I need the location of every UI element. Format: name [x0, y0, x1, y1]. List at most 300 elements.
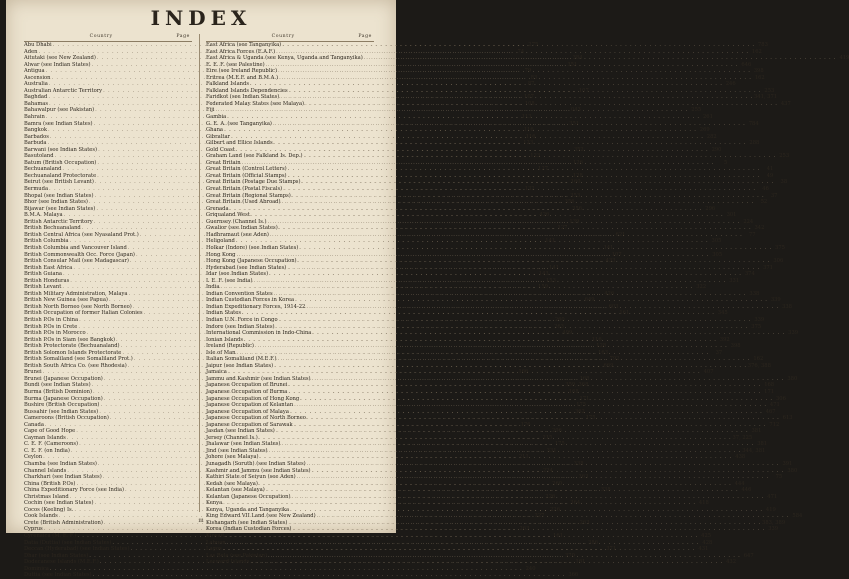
entry-page-number: 603 [608, 303, 619, 310]
entry-label: C. E. F. (Cameroons) [24, 441, 79, 448]
dot-leader [250, 559, 723, 566]
entry-label: British Somaliland (see Somaliland Prot.) [24, 356, 133, 363]
page-title: INDEX [150, 6, 252, 30]
entry-label: Bijawar (see Indian States) [24, 205, 96, 212]
entry-page-number: 175 [576, 402, 587, 409]
entry-page-number: 132 [524, 186, 535, 193]
entry-page-number: 366 [568, 572, 579, 579]
entry-label: E. E. F. (see Palestine) [206, 61, 265, 68]
entry-label: British Honduras [24, 277, 70, 284]
entry-label: Guernsey (Channel Is.) [206, 218, 267, 225]
column-header [206, 34, 374, 42]
entry-page-number: 162 [751, 48, 762, 55]
entry-page-number: 584 [792, 513, 803, 520]
entry-page-number: 646 [741, 61, 752, 68]
entry-page-number: 263 [519, 526, 530, 533]
entry-page-number: 418 [698, 500, 709, 507]
entry-page-number: 331 [546, 447, 557, 454]
entry-label: Federated Malay States (see Malaya) [206, 100, 305, 107]
entry-page-number: 107 [524, 94, 534, 101]
entry-page-number: 37 [770, 192, 778, 199]
entry-page-number: 339 [770, 297, 781, 304]
entry-page-number: 669 [603, 362, 614, 369]
entry-label: C. E. F. (on India) [24, 447, 70, 454]
entry-label: Jhalawar (see Indian States) [206, 441, 281, 448]
entry-page-number: 116 [523, 127, 534, 134]
column-header-page: Page [176, 34, 190, 39]
entry-label: Bhor (see Indian States) [24, 199, 88, 206]
entry-page-number: 339 [768, 526, 779, 533]
entry-page-number: 215 [542, 434, 553, 441]
entry-page-number: 113 [521, 114, 532, 121]
entry-page-number: 407 [703, 369, 714, 376]
entry-label: Junagadh (Soruth) (see Indian States) [206, 461, 306, 467]
entry-label: Lagos [206, 546, 222, 553]
entry-label: Eritrea (M.E.F. and B.M.A.) [206, 74, 279, 81]
entry-page-number: 419 [839, 55, 849, 62]
entry-label: Graham Land (see Falkland Is. Dep.) [206, 153, 303, 160]
column-divider [199, 34, 200, 512]
entry-page-number: 356 [572, 205, 582, 212]
entry-page-number: 471 [769, 402, 780, 409]
entry-page-number: 374 [744, 271, 755, 278]
entry-page-number: 171 [579, 395, 590, 402]
entry-page-number: 290 [711, 146, 722, 153]
entry-label: Bushire (British Occupation) [24, 402, 100, 409]
entry-label: Bahrain [24, 114, 45, 121]
entry-label: Bermuda [24, 186, 49, 193]
entry-page-number: 380 [787, 375, 798, 382]
entry-page-number: 043 [570, 107, 581, 114]
entry-page-number: 339 [788, 330, 799, 337]
entry-page-number: 306 [775, 395, 786, 402]
entry-page-number: 338 [782, 303, 792, 310]
entry-label: Cocos (Keeling) Is. [24, 506, 74, 513]
entry-label: Bamra (see Indian States) [24, 120, 93, 127]
entry-page-number: 712 [769, 421, 780, 428]
entry-page-number: 338 [573, 461, 584, 467]
entry-label: Kelantan (Japanese Occupation) [206, 493, 291, 500]
entry-label: Batum (British Occupation) [24, 159, 97, 166]
entry-label: Jasdan (see Indian States) [206, 428, 275, 435]
entry-page-number: 363 [578, 474, 589, 481]
entry-label: Korea (Indian Custodian Forces) [206, 526, 292, 533]
entry-page-number: 383, 389 [762, 519, 786, 526]
entry-label: Hong Kong (Japanese Occupation) [206, 258, 297, 265]
entry-label: Jammu and Kashmir (see Indian States) [206, 375, 311, 382]
entry-label: Gold Coast [206, 146, 235, 153]
entry-label: Faridkot (see Indian States) [206, 94, 280, 101]
entry-page-number: 206 [551, 428, 562, 435]
entry-page-number: 255 [691, 107, 702, 114]
entry-label: Heligoland [206, 238, 235, 245]
entry-label: Leeward Islands [206, 559, 250, 566]
entry-page-number: 79 [524, 68, 532, 75]
entry-label: Datia (Duttia) (see Indian States) [24, 539, 112, 546]
entry-page-number: 345 [717, 310, 728, 317]
entry-label: British Columbia [24, 238, 69, 245]
entry-page-number: 339 [754, 316, 765, 323]
entry-page-number: 171 [764, 388, 775, 395]
entry-page-number: 260 [552, 480, 563, 487]
entry-label: Bahawalpur (see Pakistan) [24, 107, 95, 114]
entry-label: Japanese Occupation of North Borneo [206, 415, 306, 422]
entry-label: Ireland (Republic) [206, 343, 254, 350]
entry-label: Dodecanese Islands (M.E.F.) [24, 559, 99, 566]
entry-label: Indore (see Indian States) [206, 323, 275, 330]
entry-page-number: 784 [748, 120, 759, 127]
entry-label: Jamaica [206, 369, 227, 376]
entry-page-number: 162 [753, 356, 764, 363]
entry-page-number: 261 [702, 114, 713, 121]
entry-page-number: 83 [530, 74, 538, 81]
entry-label: Johore (see Malaya) [206, 454, 259, 461]
entry-label: Kathiri State of Seiyun (see Aden) [206, 474, 296, 481]
entry-page-number: 331 [729, 277, 740, 284]
entry-page-number: 352 [573, 146, 584, 153]
entry-label: British Columbia and Vancouver Island [24, 244, 127, 251]
entry-label: Hong Kong [206, 251, 236, 258]
entry-label: Jaipur (see Indian States) [206, 362, 274, 369]
entry-page-number: 139 [569, 218, 580, 225]
entry-page-number: 168 [568, 388, 579, 395]
entry-label: Bussahir (see Indian States) [24, 408, 99, 415]
entry-page-number: 375 [775, 244, 785, 251]
entry-page-number: 175 [585, 415, 596, 422]
dot-leader [93, 572, 566, 579]
entry-page-number: 426 [604, 290, 615, 297]
entry-page-number: 296 [705, 205, 716, 212]
entry-page-number: 783 [757, 42, 768, 48]
entry-page-number: 123 [530, 153, 541, 160]
entry-page-number: 168 [579, 375, 590, 382]
entry-page-number: 141 [549, 264, 559, 271]
entry-page-number: 341, 371 [753, 94, 778, 101]
entry-page-number: 263 [579, 519, 590, 526]
entry-page-number: 425 [701, 533, 712, 540]
entry-page-number: 446 [741, 487, 752, 494]
entry-page-number: 467 [765, 408, 776, 415]
entry-page-number: 161 [553, 533, 564, 540]
entry-label: British P.Os in Crete [24, 323, 78, 330]
entry-label: British East Africa [24, 264, 73, 271]
entry-label: Antigua [24, 68, 45, 75]
column-header-country: Country [89, 34, 113, 39]
entry-label: Channel Islands [24, 467, 67, 474]
entry-page-number: 269 [699, 127, 710, 134]
entry-label: British North Borneo (see North Borneo) [24, 303, 132, 310]
entry-label: Japanese Occupation of Burma [206, 388, 288, 395]
entry-page-number: 168 [764, 382, 775, 389]
entry-page-number: 444 [734, 480, 745, 487]
entry-label: Beirut (see British Levant) [24, 179, 94, 186]
entry-page-number: 391 [782, 461, 793, 467]
entry-label: British Bechuanaland [24, 225, 81, 232]
entry-label: Japanese Occupation of Kelantan [206, 402, 294, 409]
entry-page-number: 227 [534, 513, 545, 520]
entry-label: British Central Africa (see Nyasaland Prot.) [24, 231, 139, 238]
entry-label: Kishangarh (see Indian States) [206, 519, 288, 526]
entry-page-number: 305 [712, 251, 723, 258]
entry-label: China (British P.Os) [24, 480, 76, 487]
entry-label: Ascension [24, 74, 51, 81]
entry-page-number: 162 [754, 74, 765, 81]
entry-page-number: 371 [606, 546, 617, 553]
entry-page-number: 224 [543, 467, 553, 474]
entry-page-number: 49 [766, 172, 774, 179]
entry-page-number: 398 [730, 343, 741, 350]
entry-label: Cameroons (British Occupation) [24, 415, 109, 422]
entry-page-number: 338 [600, 487, 611, 494]
entry-label: Japanese Occupation of Hong Kong [206, 395, 300, 402]
entry-label: Bechuanaland Protectorate [24, 172, 97, 179]
entry-label: Christmas Island [24, 493, 69, 500]
entry-label: B.M.A. Malaya [24, 212, 63, 219]
entry-page-number: 338 [749, 290, 760, 297]
entry-page-number: 792 [609, 356, 620, 363]
entry-label: International Commission in Indo-China [206, 330, 312, 337]
entry-page-number: 306 [773, 258, 784, 265]
entry-page-number: 108 [524, 100, 535, 107]
entry-label: Indian Custodian Forces in Korea [206, 297, 295, 304]
entry-page-number: 161 [619, 310, 630, 317]
entry-label: India [206, 284, 220, 291]
entry-label: Cyrenaica (M. E. F.) [24, 533, 77, 540]
entry-page-number: 364 [570, 500, 581, 507]
entry-page-number: 282 [706, 133, 717, 140]
entry-page-number: 428 [702, 539, 713, 546]
entry-label: Chamba (see Indian States) [24, 461, 97, 467]
entry-label: Bhopal (see Indian States) [24, 192, 94, 199]
entry-page-number: 381 [751, 428, 762, 435]
entry-label: Great Britain [206, 159, 241, 166]
entry-page-number: 621 [615, 231, 626, 238]
entry-page-number: 41 [766, 166, 774, 173]
entry-label: British Levant [24, 284, 62, 291]
entry-page-number: 370 [564, 552, 575, 559]
entry-page-number: 211 [518, 454, 529, 461]
entry-page-number: 226 [545, 493, 556, 500]
column-header [24, 34, 192, 42]
entry-label: Crete (British Administration) [24, 519, 103, 526]
entry-label: Canada [24, 421, 44, 428]
entry-page-number: 301 [726, 212, 737, 219]
entry-label: Great Britain (Postal Fiscals) [206, 186, 283, 193]
entry-page-number: 160 [570, 179, 581, 186]
entry-label: Bechuanaland [24, 166, 62, 173]
entry-page-number: 77 [748, 231, 756, 238]
entry-page-number: 353 [570, 192, 581, 199]
entry-label: British Solomon Islands Protectorate [24, 349, 122, 356]
entry-page-number: 431 [698, 546, 709, 553]
entry-label: Indian U.N. Force in Congo [206, 316, 278, 323]
entry-label: British Protectorate (Bechuanaland) [24, 343, 120, 350]
entry-label: Isle of Man [206, 349, 236, 356]
entry-page-number: 649 [584, 297, 595, 304]
entry-label: Kelantan (see Malaya) [206, 487, 265, 494]
entry-page-number: 438 [735, 454, 746, 461]
entry-page-number: 419 [765, 506, 776, 513]
entry-label: Indian Expeditionary Forces, 1914-22 [206, 303, 306, 310]
entry-label: Indian Convention States [206, 290, 273, 297]
entry-page-number: 126 [573, 159, 583, 166]
entry-page-number: 107 [611, 251, 622, 258]
entry-page-number: 275 [528, 42, 539, 48]
entry-label: Gibraltar [206, 133, 231, 140]
entry-page-number: 161 [575, 559, 586, 566]
entry-label: British Military Administration, Malaya [24, 290, 128, 297]
entry-page-number: 253 [779, 153, 790, 160]
entry-label: British Guiana [24, 271, 63, 278]
entry-page-number: 376, 388 [747, 362, 771, 369]
entry-page-number: 246 [725, 81, 736, 88]
entry-label: Labuan [206, 539, 226, 546]
entry-page-number: 322 [696, 284, 707, 291]
entry-label: Barbuda [24, 140, 47, 147]
entry-label: China Expeditionary Force (see India) [24, 487, 124, 494]
entry-label: Great Britain (Official Stamps) [206, 172, 287, 179]
entry-label: British New Guinea (see Papua) [24, 297, 108, 304]
entry-label: Idar (see Indian States) [206, 271, 269, 278]
entry-page-number: 153 [545, 277, 556, 284]
entry-label: Japanese Occupation of Malaya [206, 408, 289, 415]
entry-page-number: 380 [787, 467, 798, 474]
entry-label: Bahamas [24, 100, 49, 107]
entry-label: East Africa Forces (E.A.F.) [206, 48, 276, 55]
entry-page-number: 166 [518, 369, 529, 376]
entry-page-number: 52 [760, 199, 768, 206]
entry-page-number: 240 [525, 565, 536, 572]
entry-page-number: 127 [538, 166, 549, 173]
entry-label: Ionian Islands [206, 336, 244, 343]
entry-page-number: 351 [567, 61, 578, 68]
entry-label: Dominica [24, 565, 49, 572]
entry-page-number: 5 [724, 159, 728, 166]
entry-label: Hyderabad (see Indian States) [206, 264, 287, 271]
entry-label: Hadhramaut (see Aden) [206, 231, 269, 238]
entry-label: Aitutaki (see New Zealand) [24, 55, 96, 62]
entry-label: Bangkok [24, 127, 47, 134]
entry-label: Cyprus [24, 526, 43, 533]
entry-page-number: 253 [764, 87, 775, 94]
entry-page-number: 381 [757, 441, 768, 448]
entry-page-number: 226 [550, 506, 561, 513]
entry-page-number: 362 [574, 408, 585, 415]
entry-label: Cook Islands [24, 513, 58, 520]
entry-page-number: 344, 381 [742, 447, 766, 454]
entry-page-number: 392 [719, 336, 730, 343]
entry-page-number: 87 [527, 81, 535, 88]
entry-page-number: 38 [780, 179, 788, 186]
entry-page-number: 128 [572, 172, 583, 179]
entry-page-number: 433 [605, 258, 616, 265]
entry-label: Abu Dhabi [24, 42, 52, 48]
entry-label: Kashmir and Jammu (see Indian States) [206, 467, 311, 474]
entry-page-number: 371 [763, 264, 773, 271]
entry-label: Baghdad [24, 94, 48, 101]
entry-page-number: 305 [711, 238, 722, 245]
entry-label: Japanese Occupation of Sarawak [206, 421, 293, 428]
entry-page-number: 128 [596, 343, 607, 350]
entry-page-number: 37 [715, 349, 723, 356]
entry-page-number: 437 [780, 100, 791, 107]
entry-page-number: 116 [591, 336, 602, 343]
entry-label: Australian Antarctic Territory [24, 87, 103, 94]
entry-page-number: 37, 225 [732, 434, 753, 441]
entry-page-number: 432 [726, 559, 737, 566]
entry-page-number: 75 [775, 474, 783, 481]
entry-page-number: 176 [520, 421, 531, 428]
entry-page-number: 386 [588, 539, 599, 546]
entry-label: Kedah (see Malaya) [206, 480, 258, 487]
entry-page-number: 107 [578, 87, 589, 94]
entry-label: Bundi (see Indian States) [24, 382, 91, 389]
entry-label: Japanese Occupation of Brunei [206, 382, 288, 389]
entry-page-number: 143 [538, 271, 549, 278]
entry-page-number: 74 [517, 48, 525, 55]
entry-label: East Africa & Uganda (see Kenya, Uganda and Tanganyika) [206, 55, 363, 62]
entry-label: Jind (see Indian States) [206, 447, 268, 454]
entry-label: I. E. F. (see India) [206, 277, 253, 284]
entry-label: Ceylon [24, 454, 43, 461]
entry-page-number: 123 [523, 140, 534, 147]
entry-label: Deccan (Hyderabad) (see Indian States) [24, 546, 130, 553]
entry-label: Gwalior (see Indian States) [206, 225, 278, 232]
entry-label: Burma (Japanese Occupation) [24, 395, 103, 402]
entry-label: Gilbert and Ellice Islands [206, 140, 273, 147]
entry-label: Great Britain (Control Letters) [206, 166, 287, 173]
column-header-country: Country [271, 34, 295, 39]
entry-page-number: 613 [782, 415, 793, 422]
entry-label: Kenya [206, 500, 223, 507]
entry-page-number: 288 [749, 140, 760, 147]
entry-page-number: 356 [564, 199, 575, 206]
entry-page-number: 116 [525, 133, 536, 140]
entry-label: Holkar (Indore) (see Indian States) [206, 244, 299, 251]
entry-label: British P.Os in China [24, 316, 79, 323]
entry-label: King Edward VII Land (see New Zealand) [206, 513, 316, 520]
entry-page-number: 426 [539, 212, 550, 219]
entry-page-number: 163 [598, 349, 609, 356]
entry-page-number: 375 [751, 323, 762, 330]
entry-label: British Commonwealth Occ. Force (Japan) [24, 251, 135, 258]
entry-page-number: 141 [545, 238, 556, 245]
entry-label: Ghana [206, 127, 224, 134]
entry-label: G. E. A. (see Tanganyika) [206, 120, 272, 127]
entry-label: Indian States [206, 310, 242, 317]
entry-label: East Africa (see Tanganyika) [206, 42, 282, 48]
entry-page-number: 398 [753, 68, 764, 75]
entry-page-number: 499 [562, 330, 573, 337]
entry-label: Dhar (see Indian States) [24, 552, 89, 559]
entry-page-number: 127 [557, 225, 568, 232]
entry-label: Kenya, Uganda and Tanganyika [206, 506, 290, 513]
entry-page-number: 647 [743, 552, 754, 559]
entry-label: Falkland Islands Dependencies [206, 87, 288, 94]
entry-page-number: 471 [767, 493, 778, 500]
entry-label: Australia [24, 81, 48, 88]
entry-label: Italian Somaliland (M.E.F.) [206, 356, 277, 363]
entry-label: Gambia [206, 114, 227, 121]
entry-page-number: 260 [554, 316, 565, 323]
entry-label: Aden [24, 48, 38, 55]
entry-label: Cape of Good Hope [24, 428, 76, 435]
entry-page-number: 263 [554, 323, 564, 330]
entry-label: Charkhari (see Indian States) [24, 474, 102, 481]
entry-label: British Consular Mail (see Madagascar) [24, 258, 129, 265]
entry-label: Burma (British Dominion) [24, 388, 93, 395]
entry-page-number: 359, 368 [565, 382, 589, 389]
